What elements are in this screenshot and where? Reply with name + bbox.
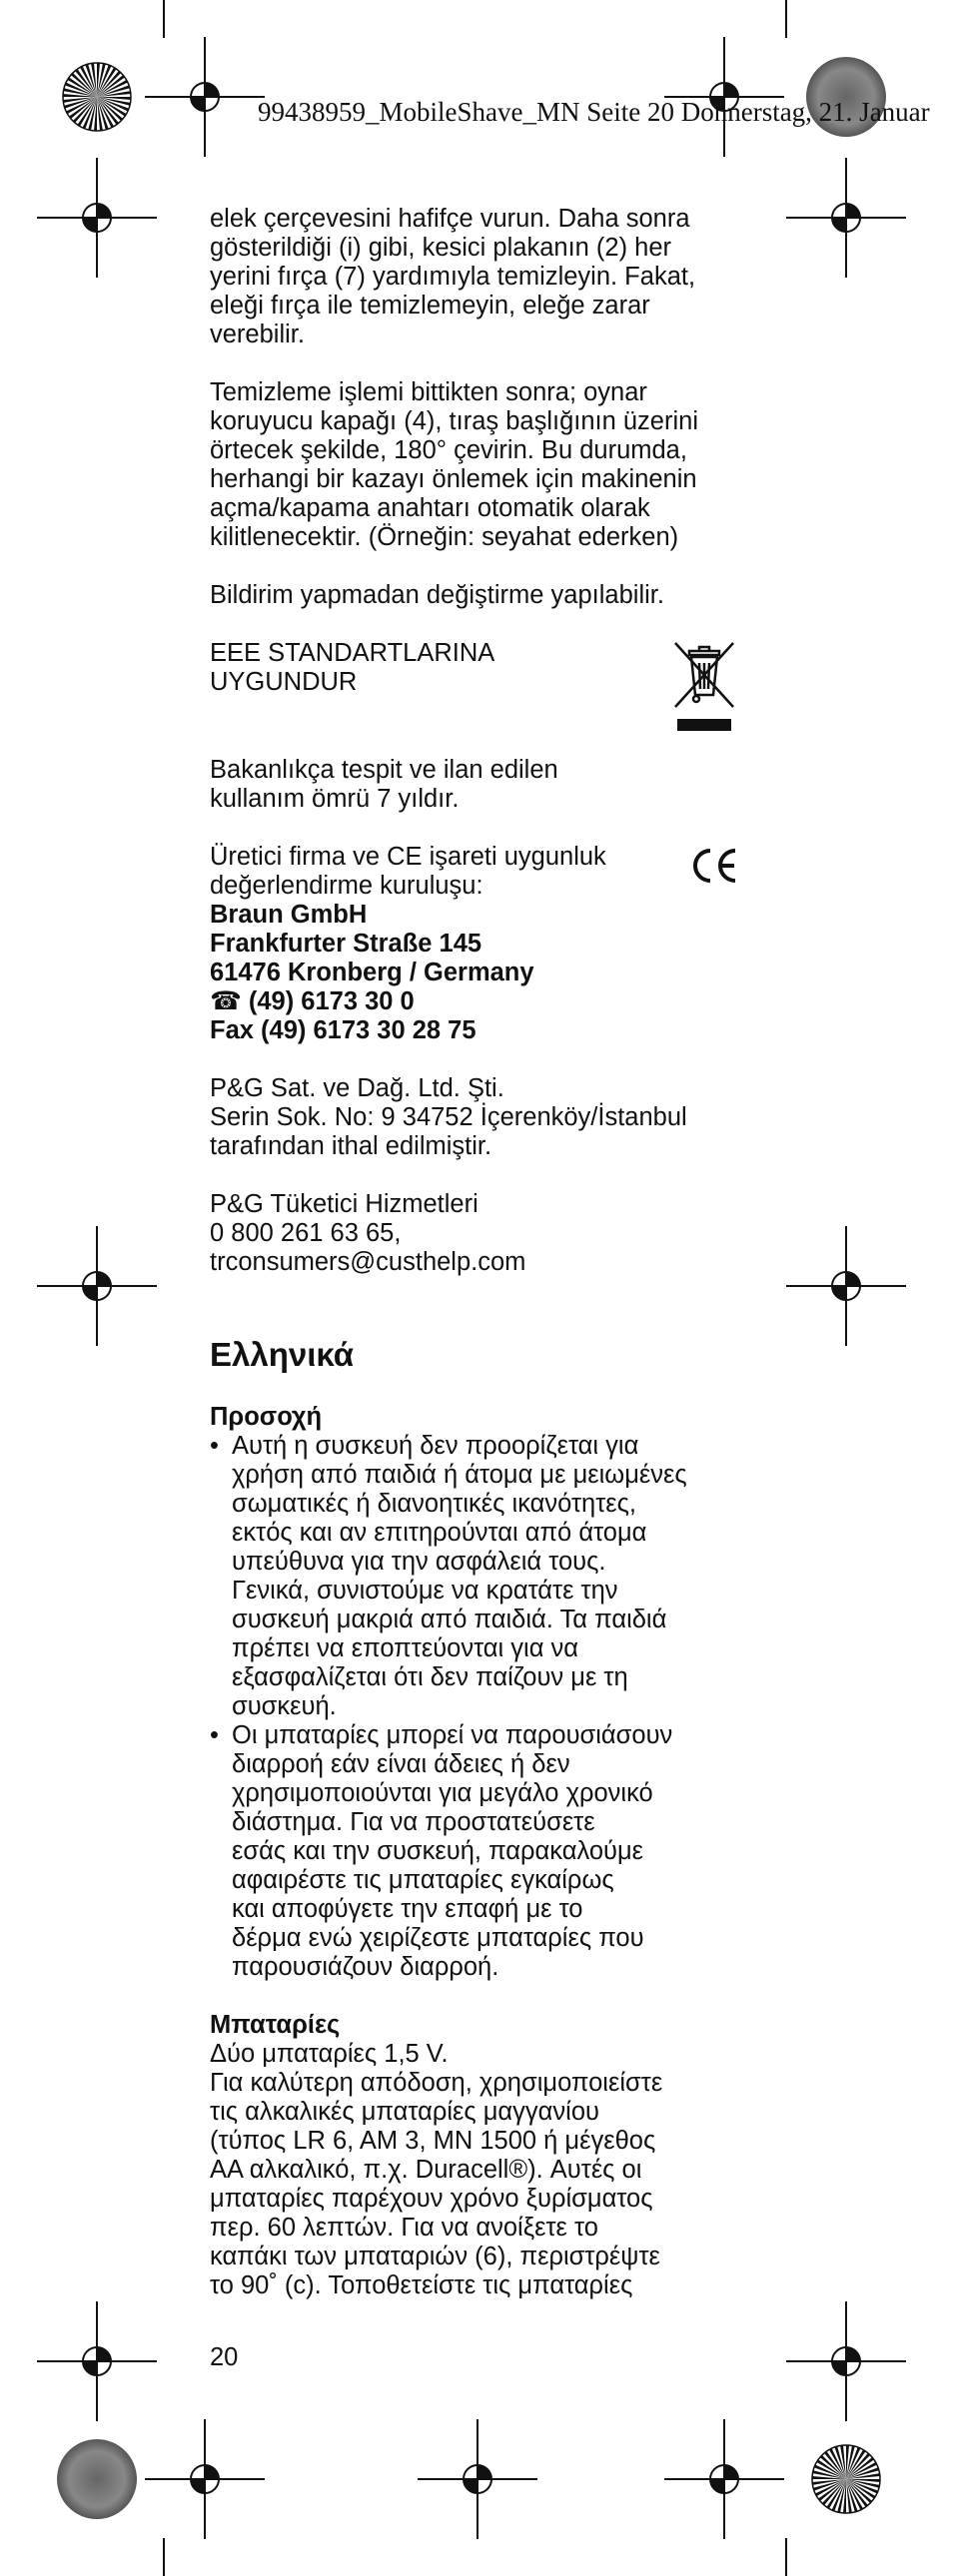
- text-line: Braun GmbH: [210, 901, 368, 929]
- density-patch-mark: [57, 2439, 137, 2519]
- text-line: gösterildiği (i) gibi, kesici plakanın (2) her: [210, 234, 672, 262]
- manufacturer-address: [210, 901, 739, 1045]
- text-line: παρουσιάζουν διαρροή.: [232, 1953, 499, 1981]
- text-line: χρησιμοποιούνται για μεγάλο χρονικό: [232, 1779, 653, 1807]
- text-line: açma/kapama anahtarı otomatik olarak: [210, 494, 650, 522]
- ce-mark-icon: [689, 845, 739, 887]
- protective-cap-paragraph: [210, 378, 739, 552]
- eee-compliance-block: [210, 639, 739, 697]
- text-line: εκτός και αν επιτηρούνται από άτομα: [232, 1519, 647, 1547]
- text-line: εσάς και την συσκευή, παρακαλούμε: [232, 1837, 644, 1865]
- text-line: UYGUNDUR: [210, 668, 358, 696]
- crosshair-mark: [418, 2419, 537, 2539]
- text-line: Fax (49) 6173 30 28 75: [210, 1016, 476, 1044]
- text-line: eleği fırça ile temizlemeyin, eleğe zarar: [210, 292, 650, 320]
- crosshair-mark: [145, 2419, 265, 2539]
- text-line: 61476 Kronberg / Germany: [210, 959, 534, 986]
- crosshair-mark: [145, 37, 265, 157]
- batteries-title: Μπαταρίες: [210, 2011, 341, 2039]
- text-line: Temizleme işlemi bittikten sonra; oynar: [210, 378, 647, 406]
- crosshair-mark: [37, 2301, 157, 2421]
- importer-info: [210, 1074, 739, 1161]
- text-line: P&G Tüketici Hizmetleri: [210, 1190, 478, 1218]
- consumer-service-info: [210, 1190, 739, 1277]
- text-line: Γενικά, συνιστούμε να κρατάτε την: [232, 1577, 618, 1605]
- text-line: μπαταρίες παρέχουν χρόνο ξυρίσματος: [210, 2185, 653, 2213]
- text-line: Serin Sok. No: 9 34752 İçerenköy/İstanbul: [210, 1103, 687, 1131]
- text-line: P&G Sat. ve Dağ. Ltd. Şti.: [210, 1074, 504, 1102]
- text-line: Üretici firma ve CE işareti uygunluk: [210, 843, 606, 871]
- text-line: kilitlenecektir. (Örneğin: seyahat ederken): [210, 523, 679, 551]
- text-line: τις αλκαλικές μπαταρίες μαγγανίου: [210, 2098, 599, 2126]
- text-line: Για καλύτερη απόδοση, χρησιμοποιείστε: [210, 2069, 663, 2097]
- ce-block: [210, 843, 739, 901]
- caution-list: [210, 1432, 739, 1982]
- crosshair-mark: [37, 158, 157, 278]
- text-line: koruyucu kapağı (4), tıraş başlığının üzerini: [210, 407, 698, 435]
- ce-intro-text: [210, 843, 739, 901]
- text-line: Bakanlıkça tespit ve ilan edilen: [210, 756, 558, 784]
- text-line: σωματικές ή διανοητικές ικανότητες,: [232, 1490, 637, 1518]
- text-line: καπάκι των μπαταριών (6), περιστρέψτε: [210, 2243, 660, 2270]
- text-line: Δύο μπαταρίες 1,5 V.: [210, 2040, 449, 2068]
- text-line: herhangi bir kazayı önlemek için makinenin: [210, 465, 697, 493]
- text-line: χρήση από παιδιά ή άτομα με μειωμένες: [232, 1461, 687, 1489]
- text-line: kullanım ömrü 7 yıldır.: [210, 785, 460, 813]
- eee-compliance-text: [210, 639, 739, 697]
- text-line: αφαιρέστε τις μπαταρίες εγκαίρως: [232, 1866, 614, 1894]
- caution-item-batteries: [210, 1721, 739, 1982]
- text-line: περ. 60 λεπτών. Για να ανοίξετε το: [210, 2214, 598, 2242]
- crosshair-mark: [786, 158, 906, 278]
- text-line: διάστημα. Για να προστατεύσετε: [232, 1808, 595, 1836]
- text-line: (τύπος LR 6, AM 3, MN 1500 ή μέγεθος: [210, 2127, 656, 2155]
- crosshair-mark: [37, 1226, 157, 1346]
- text-line: διαρροή εάν είναι άδειες ή δεν: [232, 1750, 570, 1778]
- text-line: εξασφαλίζεται ότι δεν παίζουν με τη: [232, 1663, 628, 1691]
- text-line: EEE STANDARTLARINA: [210, 639, 495, 667]
- page-number: 20: [210, 2343, 239, 2371]
- crosshair-mark: [664, 2419, 784, 2539]
- caution-item-children: [210, 1432, 739, 1721]
- caution-title: Προσοχή: [210, 1403, 323, 1431]
- text-line: değerlendirme kuruluşu:: [210, 872, 483, 900]
- crosshair-mark: [786, 2301, 906, 2421]
- batteries-paragraph: [210, 2040, 739, 2300]
- text-line: verebilir.: [210, 321, 305, 348]
- cleaning-paragraph: [210, 205, 739, 349]
- text-line: • Αυτή η συσκευή δεν προορίζεται για: [232, 1432, 639, 1460]
- crosshair-mark: [786, 1226, 906, 1346]
- sunburst-mark: [63, 63, 131, 131]
- text-line: • Οι μπαταρίες μπορεί να παρουσιάσουν: [232, 1721, 673, 1749]
- change-notice: Bildirim yapmadan değiştirme yapılabilir.: [210, 581, 664, 609]
- text-line: örtecek şekilde, 180° çevirin. Bu durumda,: [210, 436, 687, 464]
- text-line: AA αλκαλικό, π.χ. Duracell®). Αυτές οι: [210, 2156, 642, 2184]
- text-line: συσκευή.: [232, 1692, 337, 1720]
- greek-section-heading: Ελληνικά: [210, 1336, 354, 1373]
- text-line: 0 800 261 63 65,: [210, 1219, 402, 1247]
- text-line: συσκευή μακριά από παιδιά. Τα παιδιά: [232, 1606, 667, 1633]
- lifetime-notice: [210, 756, 739, 814]
- text-line: trconsumers@custhelp.com: [210, 1248, 526, 1276]
- sunburst-mark: [812, 2445, 880, 2513]
- print-slug-header: 99438959_MobileShave_MN Seite 20 Donnerstag, 21. Januar: [258, 97, 930, 127]
- text-line: πρέπει να εποπτεύονται για να: [232, 1634, 579, 1662]
- text-line: elek çerçevesini hafifçe vurun. Daha sonra: [210, 205, 690, 233]
- text-line: ☎ (49) 6173 30 0: [210, 987, 415, 1015]
- text-line: δέρμα ενώ χειρίζεστε μπαταρίες που: [232, 1924, 644, 1952]
- text-line: και αποφύγετε την επαφή με το: [232, 1895, 583, 1923]
- crossed-out-wheelie-bin-icon: [669, 637, 739, 737]
- text-line: Frankfurter Straße 145: [210, 930, 482, 958]
- page-content: [210, 205, 739, 2300]
- text-line: υπεύθυνα για την ασφάλειά τους.: [232, 1548, 606, 1576]
- text-line: yerini fırça (7) yardımıyla temizleyin. Fakat,: [210, 263, 696, 291]
- text-line: tarafından ithal edilmiştir.: [210, 1132, 492, 1160]
- text-line: το 90˚ (c). Τοποθετείστε τις μπαταρίες: [210, 2271, 633, 2299]
